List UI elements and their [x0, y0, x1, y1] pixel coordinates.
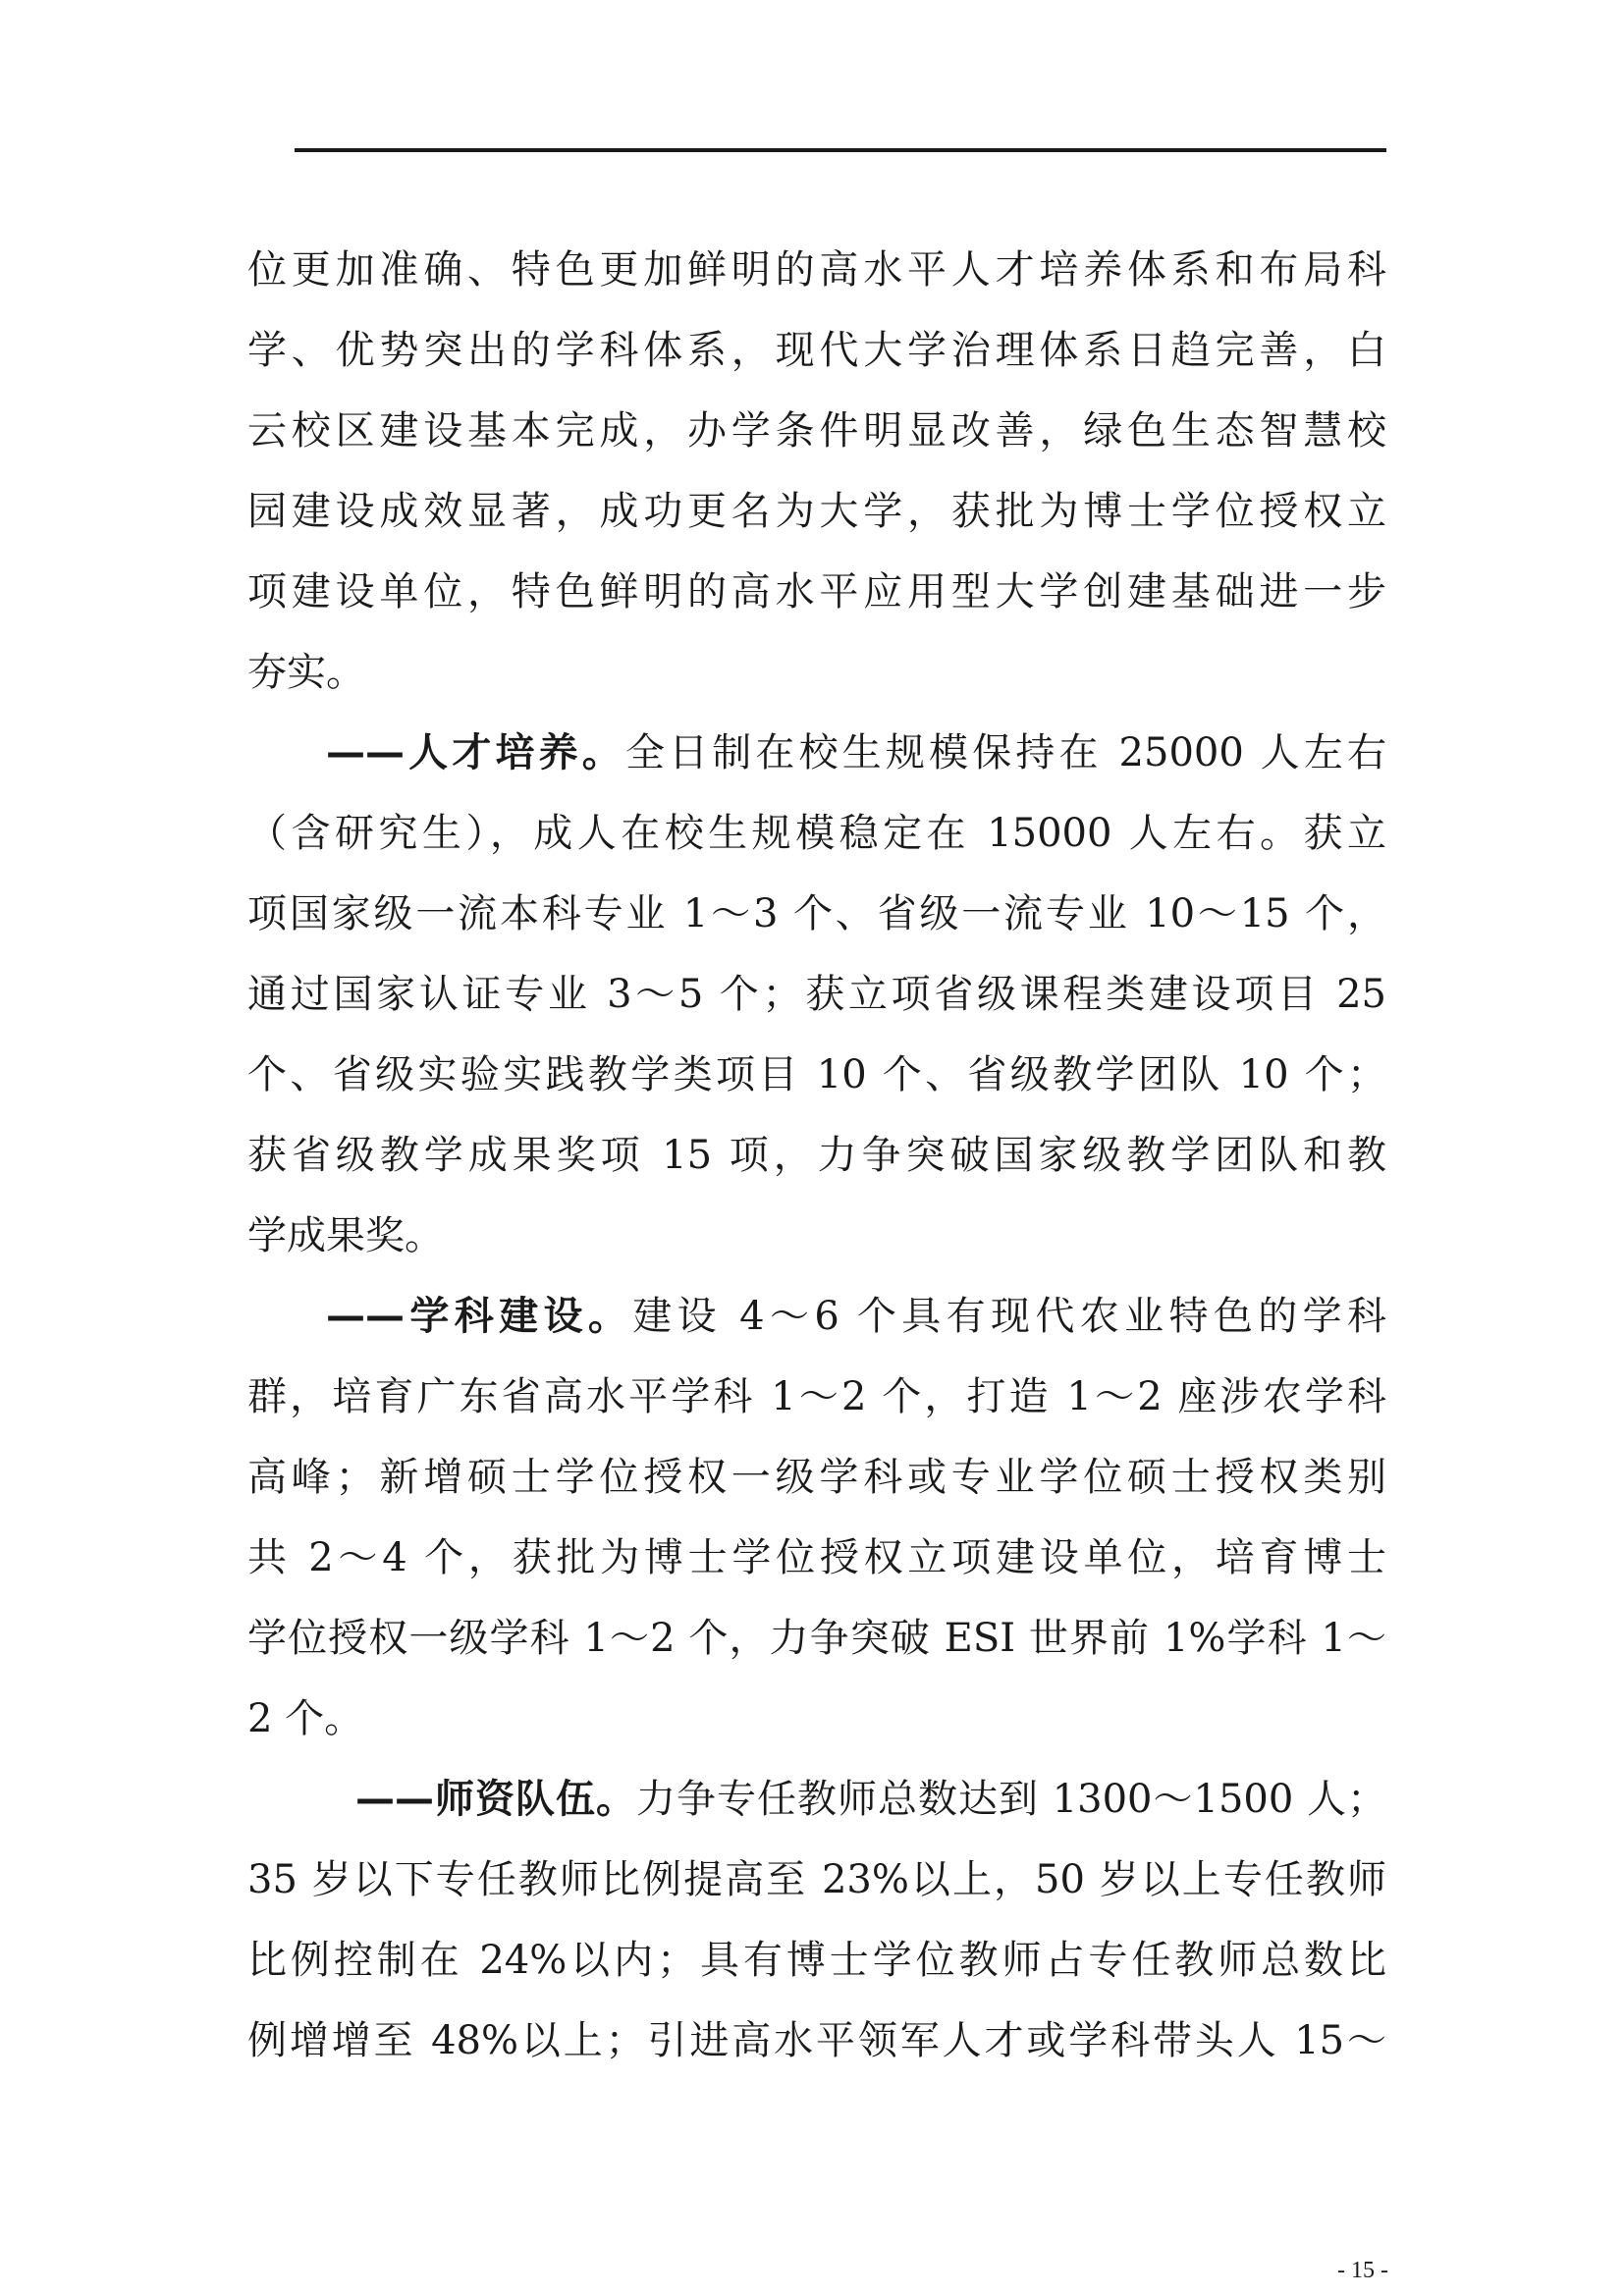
body-line: 例增增至 48%以上；引进高水平领军人才或学科带头人 15～: [247, 2018, 1386, 2063]
section-first-line: ——师资队伍。力争专任教师总数达到 1300～1500 人；: [355, 1777, 1387, 1822]
body-line: 项国家级一流本科专业 1～3 个、省级一流专业 10～15 个，: [247, 891, 1386, 936]
body-line: 获省级教学成果奖项 15 项，力争突破国家级教学团队和教: [247, 1133, 1386, 1178]
section-heading-faculty: ——师资队伍。: [355, 1777, 636, 1822]
body-line: 夯实。: [247, 650, 365, 695]
body-line: 群，培育广东省高水平学科 1～2 个，打造 1～2 座涉农学科: [247, 1374, 1386, 1419]
section-first-line: ——学科建设。建设 4～6 个具有现代农业特色的学科: [326, 1294, 1387, 1339]
section-heading-talent: ——人才培养。: [326, 730, 625, 775]
section-first-line: ——人才培养。全日制在校生规模保持在 25000 人左右: [326, 730, 1386, 775]
body-line: 比例控制在 24%以内；具有博士学位教师占专任教师总数比: [247, 1938, 1386, 1983]
body-line: （含研究生），成人在校生规模稳定在 15000 人左右。获立: [247, 811, 1386, 856]
body-line: 高峰；新增硕士学位授权一级学科或专业学位硕士授权类别: [247, 1455, 1386, 1500]
body-line: 学位授权一级学科 1～2 个，力争突破 ESI 世界前 1%学科 1～: [247, 1616, 1386, 1661]
body-line: 学成果奖。: [247, 1213, 444, 1258]
body-line: 通过国家认证专业 3～5 个；获立项省级课程类建设项目 25: [247, 972, 1386, 1017]
body-line: 共 2～4 个，获批为博士学位授权立项建设单位，培育博士: [247, 1535, 1386, 1580]
header-rule: [295, 148, 1386, 152]
body-line: 云校区建设基本完成，办学条件明显改善，绿色生态智慧校: [247, 408, 1386, 454]
body-line: 学、优势突出的学科体系，现代大学治理体系日趋完善，白: [247, 328, 1386, 373]
body-line: 项建设单位，特色鲜明的高水平应用型大学创建基础进一步: [247, 569, 1386, 614]
body-line: 2 个。: [247, 1696, 364, 1741]
section-heading-discipline: ——学科建设。: [326, 1294, 633, 1339]
body-line: 园建设成效显著，成功更名为大学，获批为博士学位授权立: [247, 489, 1386, 534]
body-line: 个、省级实验实践教学类项目 10 个、省级教学团队 10 个；: [247, 1052, 1386, 1097]
body-line: 35 岁以下专任教师比例提高至 23%以上，50 岁以上专任教师: [247, 1857, 1386, 1902]
body-line: 位更加准确、特色更加鲜明的高水平人才培养体系和布局科: [247, 247, 1386, 293]
page-number: - 15 -: [1337, 2258, 1388, 2283]
